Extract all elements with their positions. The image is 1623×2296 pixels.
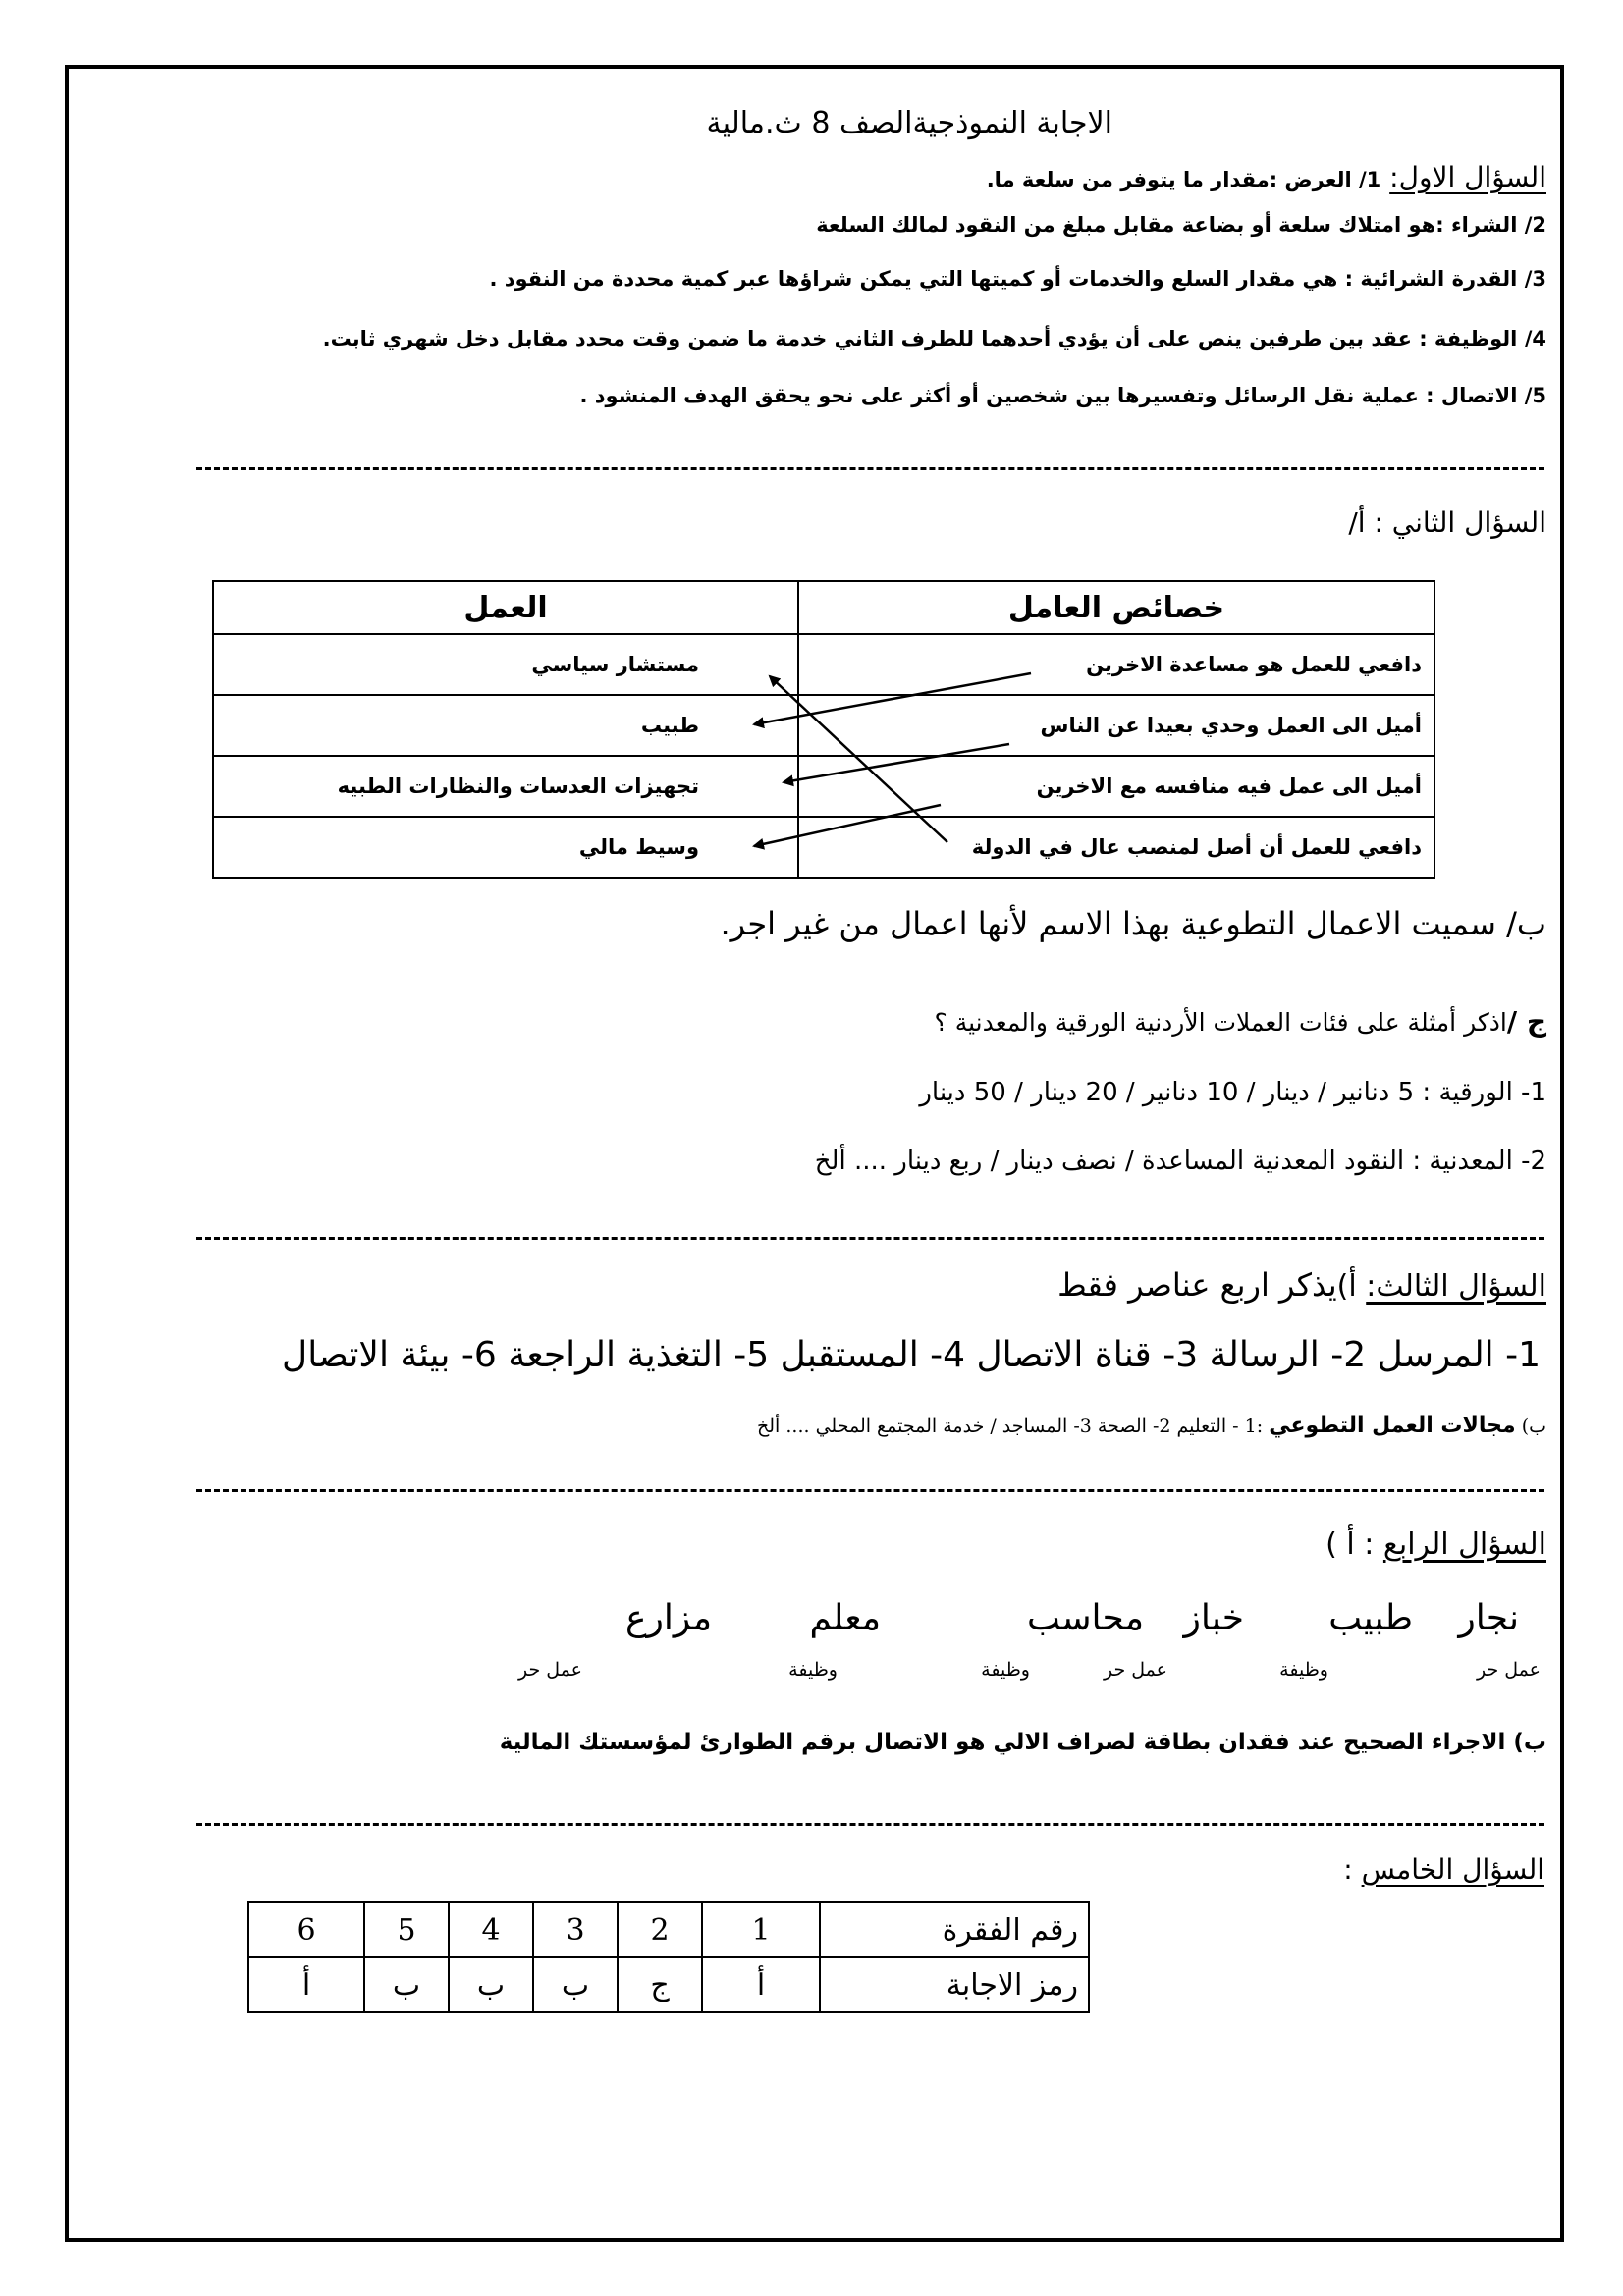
q2-label: السؤال الثاني : أ/ — [1348, 507, 1546, 539]
q4-job-5: معلم — [809, 1598, 881, 1638]
q3-b-prefix: ب) — [1515, 1415, 1546, 1437]
job-cell: وسيط مالي — [213, 817, 798, 878]
table-row — [213, 695, 1434, 756]
q4-job-6: مزارع — [624, 1598, 712, 1638]
table-row — [248, 1957, 1089, 2012]
q1-item-2: 2/ الشراء :هو امتلاك سلعة أو بضاعة مقابل مبلغ من النقود لمالك السلعة — [816, 213, 1546, 237]
row-label-number: رقم الفقرة — [820, 1902, 1089, 1957]
number-cell: 2 — [618, 1902, 702, 1957]
answers-table — [247, 1901, 1090, 2013]
q1-item-4: 4/ الوظيفة : عقد بين طرفين ينص على أن يؤدي أحدهما للطرف الثاني خدمة ما ضمن وقت محدد مقابل دخل شهري ثابت. — [322, 327, 1546, 350]
q2-c1: 1- الورقية : 5 دنانير / دينار / 10 دنانير / 20 دينار / 50 دينار — [919, 1078, 1546, 1107]
table-header-row — [213, 581, 1434, 634]
q3-a-answer: 1- المرسل 2- الرسالة 3- قناة الاتصال 4- المستقبل 5- التغذية الراجعة 6- بيئة الاتصال — [282, 1335, 1541, 1375]
q4-job-1: نجار — [1458, 1598, 1519, 1638]
q5-label: السؤال الخامس — [1361, 1853, 1544, 1886]
q3-a-prefix: أ) — [1336, 1269, 1367, 1304]
q4-label: السؤال الرابع — [1382, 1527, 1546, 1562]
q1-item-1: 1/ العرض :مقدار ما يتوفر من سلعة ما. — [986, 168, 1381, 191]
q4-job-3: خباز — [1183, 1598, 1244, 1638]
q4-b: ب) الاجراء الصحيح عند فقدان بطاقة لصراف الالي هو الاتصال برقم الطوارئ لمؤسستك المالية — [499, 1730, 1546, 1755]
table-row — [248, 1902, 1089, 1957]
trait-cell: دافعي للعمل أن أصل لمنصب عال في الدولة — [798, 817, 1434, 878]
q1-label-wrap — [987, 161, 1546, 193]
header-traits: خصائص العامل — [798, 581, 1434, 634]
row-label-answer: رمز الاجابة — [820, 1957, 1089, 2012]
trait-cell: أميل الى العمل وحدي بعيدا عن الناس — [798, 695, 1434, 756]
q5-label-wrap — [1343, 1853, 1544, 1886]
divider-1 — [196, 467, 1544, 470]
number-cell: 3 — [533, 1902, 618, 1957]
trait-cell: دافعي للعمل هو مساعدة الاخرين — [798, 634, 1434, 695]
header-jobs: العمل — [213, 581, 798, 634]
q4-type-5: وظيفة — [788, 1659, 838, 1681]
q3-a-wrap — [1057, 1266, 1546, 1304]
q2-c-wrap — [935, 1005, 1546, 1038]
matching-table — [212, 580, 1435, 879]
divider-3 — [196, 1489, 1544, 1492]
q2-b: ب/ سميت الاعمال التطوعية بهذا الاسم لأنها اعمال من غير اجر. — [720, 905, 1546, 942]
q4-job-2: طبيب — [1328, 1598, 1413, 1638]
job-cell: تجهيزات العدسات والنظارات الطبيه — [213, 756, 798, 817]
q4-label-suffix: : أ ) — [1325, 1527, 1383, 1562]
answer-cell: ب — [449, 1957, 533, 2012]
job-cell: طبيب — [213, 695, 798, 756]
q4-type-3: عمل حر — [1104, 1659, 1167, 1681]
table-row — [213, 817, 1434, 878]
q1-item-5: 5/ الاتصال : عملية نقل الرسائل وتفسيرها بين شخصين أو أكثر على نحو يحقق الهدف المنشود . — [579, 384, 1546, 407]
job-cell: مستشار سياسي — [213, 634, 798, 695]
number-cell: 1 — [702, 1902, 820, 1957]
page-title: الاجابة النموذجيةالصف 8 ث.مالية — [706, 106, 1112, 140]
answer-cell: ب — [364, 1957, 449, 2012]
table-row — [213, 634, 1434, 695]
divider-4 — [196, 1823, 1544, 1826]
number-cell: 6 — [248, 1902, 364, 1957]
answer-cell: ب — [533, 1957, 618, 2012]
trait-cell: أميل الى عمل فيه منافسه مع الاخرين — [798, 756, 1434, 817]
q5-label-suffix: : — [1343, 1853, 1362, 1886]
q1-item-3: 3/ القدرة الشرائية : هي مقدار السلع والخدمات أو كميتها التي يمكن شراؤها عبر كمية محددة من النقود . — [489, 267, 1546, 291]
q3-b-answer: :1 - التعليم 2- الصحة 3- المساجد / خدمة المجتمع المحلي .... ألخ — [757, 1415, 1270, 1437]
q4-type-2: وظيفة — [1279, 1659, 1328, 1681]
q1-label: السؤال الاول: — [1389, 161, 1546, 193]
q4-label-wrap — [1325, 1527, 1546, 1562]
number-cell: 4 — [449, 1902, 533, 1957]
q3-b-title: مجالات العمل التطوعي — [1269, 1414, 1516, 1438]
q4-type-6: عمل حر — [518, 1659, 582, 1681]
q3-label: السؤال الثالث: — [1366, 1269, 1546, 1304]
q3-a-title: يذكر اربع عناصر فقط — [1057, 1266, 1337, 1304]
answer-cell: أ — [248, 1957, 364, 2012]
answer-cell: ج — [618, 1957, 702, 2012]
number-cell: 5 — [364, 1902, 449, 1957]
q4-job-4: محاسب — [1026, 1598, 1144, 1638]
q4-type-1: عمل حر — [1477, 1659, 1541, 1681]
divider-2 — [196, 1237, 1544, 1240]
q4-type-4: وظيفة — [981, 1659, 1030, 1681]
q2-c2: 2- المعدنية : النقود المعدنية المساعدة / نصف دينار / ربع دينار .... ألخ — [814, 1147, 1546, 1176]
q2-c-prefix: ج / — [1506, 1005, 1546, 1038]
answer-cell: أ — [702, 1957, 820, 2012]
q3-b-wrap — [757, 1414, 1546, 1438]
table-row — [213, 756, 1434, 817]
q2-c-question: اذكر أمثلة على فئات العملات الأردنية الورقية والمعدنية ؟ — [934, 1008, 1507, 1037]
